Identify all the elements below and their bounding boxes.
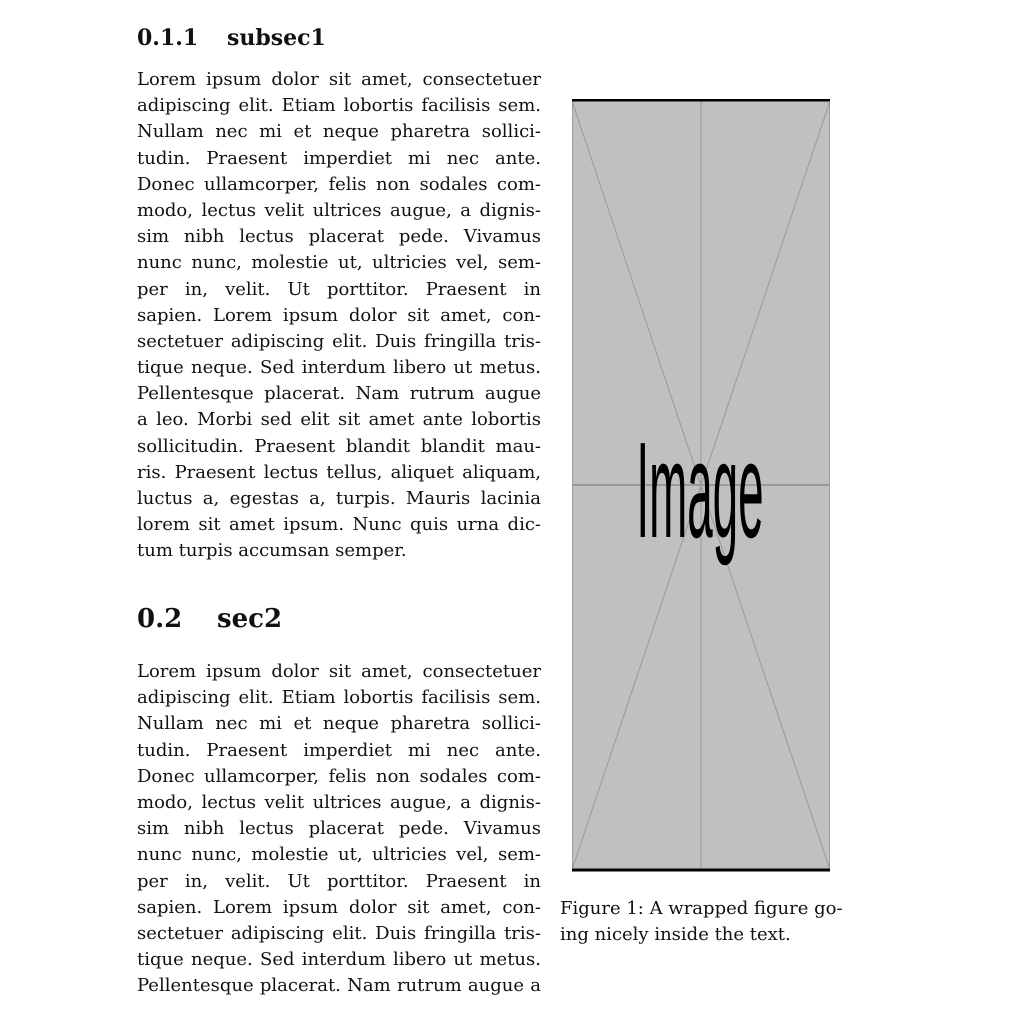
paragraph-line: adipiscing elit. Etiam lobortis facilisis sem. bbox=[137, 95, 541, 117]
paragraph-line: per in, velit. Ut porttitor. Praesent in bbox=[137, 278, 541, 300]
paragraph-line: sapien. Lorem ipsum dolor sit amet, con- bbox=[137, 304, 541, 326]
paragraph-line: sectetuer adipiscing elit. Duis fringilla tris- bbox=[137, 330, 541, 352]
subsection-number: 0.1.1 bbox=[137, 25, 199, 51]
paragraph-line: sapien. Lorem ipsum dolor sit amet, con- bbox=[137, 896, 541, 918]
paragraph-line: Nullam nec mi et neque pharetra sollici- bbox=[137, 121, 541, 143]
paragraph-line: modo, lectus velit ultrices augue, a dignis- bbox=[137, 199, 541, 221]
paragraph-line: tique neque. Sed interdum libero ut metus. bbox=[137, 949, 541, 971]
section-title: sec2 bbox=[217, 604, 283, 634]
paragraph-line: per in, velit. Ut porttitor. Praesent in bbox=[137, 870, 541, 892]
paragraph-line: tudin. Praesent imperdiet mi nec ante. bbox=[137, 739, 541, 761]
paragraph-line: Donec ullamcorper, felis non sodales com- bbox=[137, 173, 541, 195]
caption-line: ing nicely inside the text. bbox=[560, 924, 791, 946]
section-number: 0.2 bbox=[137, 604, 183, 634]
paragraph-line: sim nibh lectus placerat pede. Vivamus bbox=[137, 226, 541, 248]
placeholder-label: Image bbox=[636, 413, 764, 567]
image-placeholder-graphic bbox=[572, 99, 830, 872]
paragraph-line: tique neque. Sed interdum libero ut metus. bbox=[137, 357, 541, 379]
paragraph-line: Lorem ipsum dolor sit amet, consectetuer bbox=[137, 69, 541, 90]
paragraph-2 bbox=[137, 659, 541, 999]
paragraph-line: lorem sit amet ipsum. Nunc quis urna dic- bbox=[137, 514, 541, 536]
paragraph-line: sollicitudin. Praesent blandit blandit mau- bbox=[137, 435, 541, 457]
paragraph-line: tum turpis accumsan semper. bbox=[137, 540, 407, 562]
paragraph-line: nunc nunc, molestie ut, ultricies vel, sem- bbox=[137, 844, 541, 866]
paragraph-line: Nullam nec mi et neque pharetra sollici- bbox=[137, 713, 541, 735]
paragraph-line: luctus a, egestas a, turpis. Mauris lacinia bbox=[137, 488, 541, 509]
paragraph-line: sim nibh lectus placerat pede. Vivamus bbox=[137, 818, 541, 840]
paragraph-line: Pellentesque placerat. Nam rutrum augue a bbox=[137, 975, 541, 997]
paragraph-line: Pellentesque placerat. Nam rutrum augue bbox=[137, 383, 541, 405]
paragraph-line: adipiscing elit. Etiam lobortis facilisis sem. bbox=[137, 687, 541, 709]
paragraph-line: ris. Praesent lectus tellus, aliquet aliquam, bbox=[137, 461, 541, 483]
caption-line: Figure 1: A wrapped figure go- bbox=[560, 898, 843, 919]
figure-image-placeholder bbox=[572, 99, 830, 872]
paragraph-line: tudin. Praesent imperdiet mi nec ante. bbox=[137, 147, 541, 169]
paragraph-line: sectetuer adipiscing elit. Duis fringilla tris- bbox=[137, 922, 541, 944]
paragraph-line: Lorem ipsum dolor sit amet, consectetuer bbox=[137, 661, 541, 682]
subsection-heading bbox=[137, 25, 326, 51]
paragraph-line: nunc nunc, molestie ut, ultricies vel, sem- bbox=[137, 252, 541, 274]
paragraph-1 bbox=[137, 67, 541, 565]
paragraph-line: modo, lectus velit ultrices augue, a dignis- bbox=[137, 791, 541, 813]
paragraph-line: Donec ullamcorper, felis non sodales com- bbox=[137, 765, 541, 787]
section-heading bbox=[137, 604, 282, 634]
paragraph-line: a leo. Morbi sed elit sit amet ante lobortis bbox=[137, 409, 541, 431]
subsection-title: subsec1 bbox=[227, 25, 326, 51]
figure-caption bbox=[560, 896, 850, 948]
